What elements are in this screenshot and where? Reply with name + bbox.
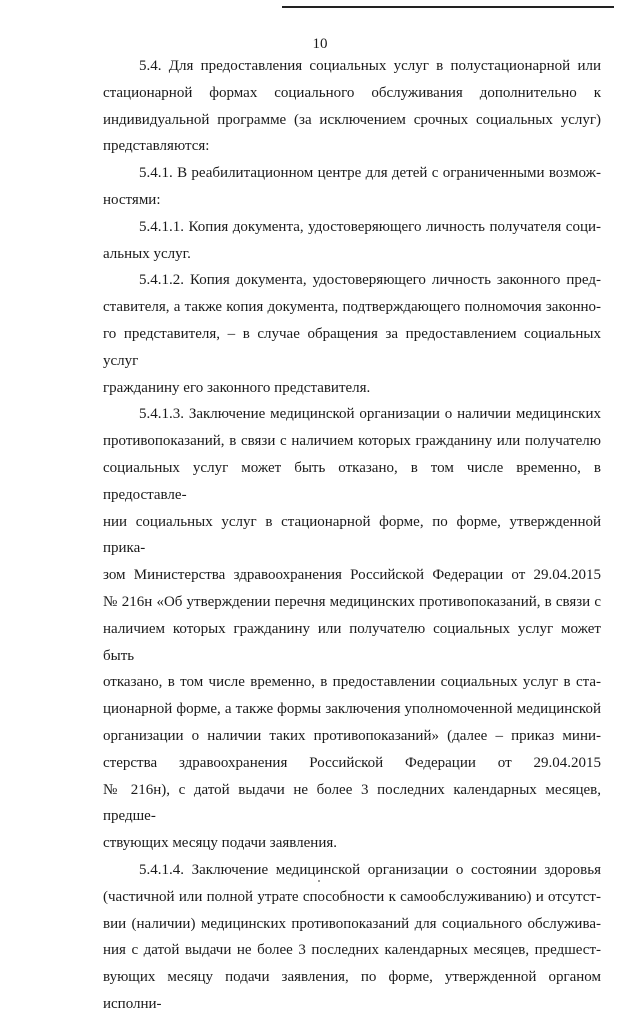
text-line: социальных услуг может быть отказано, в том числе временно, в предоставле- (103, 459, 601, 503)
text-line: стационарной формах социального обслуживания дополнительно к (103, 84, 601, 101)
text-line: индивидуальной программе (за исключением срочных социальных услуг) (103, 111, 601, 128)
text-line: ставителя, а также копия документа, подтверждающего полномочия законно- (103, 299, 601, 316)
paragraph-5-4-1-4 (103, 857, 601, 1018)
text-line: 5.4. Для предоставления социальных услуг в полустационарной или (139, 58, 601, 74)
text-line: противопоказаний, в связи с наличием которых гражданину или получателю (103, 433, 601, 450)
text-line: зом Министерства здравоохранения Российской Федерации от 29.04.2015 (103, 567, 601, 584)
paragraph-5-4-1-3 (103, 401, 601, 857)
top-rule (282, 6, 614, 8)
text-line: го представителя, – в случае обращения за предоставлением социальных услуг (103, 325, 601, 369)
text-line: 5.4.1.1. Копия документа, удостоверяющего личность получателя соци- (139, 218, 601, 235)
text-line: нии социальных услуг в стационарной форме, по форме, утвержденной прика- (103, 513, 601, 557)
text-line: № 216н), с датой выдачи не более 3 последних календарных месяцев, предше- (103, 781, 601, 825)
paragraph-5-4-1-2 (103, 267, 601, 401)
text-line: альных услуг. (103, 245, 191, 262)
text-line: гражданину его законного представителя. (103, 379, 371, 396)
text-line: наличием которых гражданину или получателю социальных услуг может быть (103, 620, 601, 664)
text-line: отказано, в том числе временно, в предоставлении социальных услуг в ста- (103, 674, 601, 691)
paragraph-5-4-1 (103, 160, 601, 214)
paragraph-5-4 (103, 53, 601, 160)
scan-speck (318, 880, 320, 882)
text-line: ствующих месяцу подачи заявления. (103, 835, 337, 852)
text-line: 5.4.1. В реабилитационном центре для детей с ограниченными возмож- (139, 165, 601, 182)
page-number: 10 (312, 36, 328, 52)
text-line: вующих месяцу подачи заявления, по форме, утвержденной органом исполни- (103, 969, 601, 1012)
text-line: ния с датой выдачи не более 3 последних календарных месяцев, предшест- (103, 942, 601, 959)
text-line: 5.4.1.4. Заключение медицинской организации о состоянии здоровья (139, 861, 601, 878)
paragraph-5-4-1-1 (103, 214, 601, 268)
text-line: организации о наличии таких противопоказаний» (далее – приказ мини- (103, 727, 601, 744)
text-line: ционарной форме, а также формы заключения уполномоченной медицинской (103, 701, 601, 718)
text-line: № 216н «Об утверждении перечня медицинских противопоказаний, в связи с (103, 593, 601, 610)
text-line: ностями: (103, 191, 161, 208)
text-line: 5.4.1.3. Заключение медицинской организации о наличии медицинских (139, 406, 601, 423)
text-line: стерства здравоохранения Российской Федерации от 29.04.2015 (103, 754, 601, 771)
text-line: (частичной или полной утрате способности к самообслуживанию) и отсутст- (103, 888, 601, 905)
document-body (103, 53, 601, 1018)
text-line: 5.4.1.2. Копия документа, удостоверяющего личность законного пред- (139, 272, 601, 289)
text-line: вии (наличии) медицинских противопоказаний для социального обслужива- (103, 915, 601, 932)
text-line: представляются: (103, 138, 210, 155)
